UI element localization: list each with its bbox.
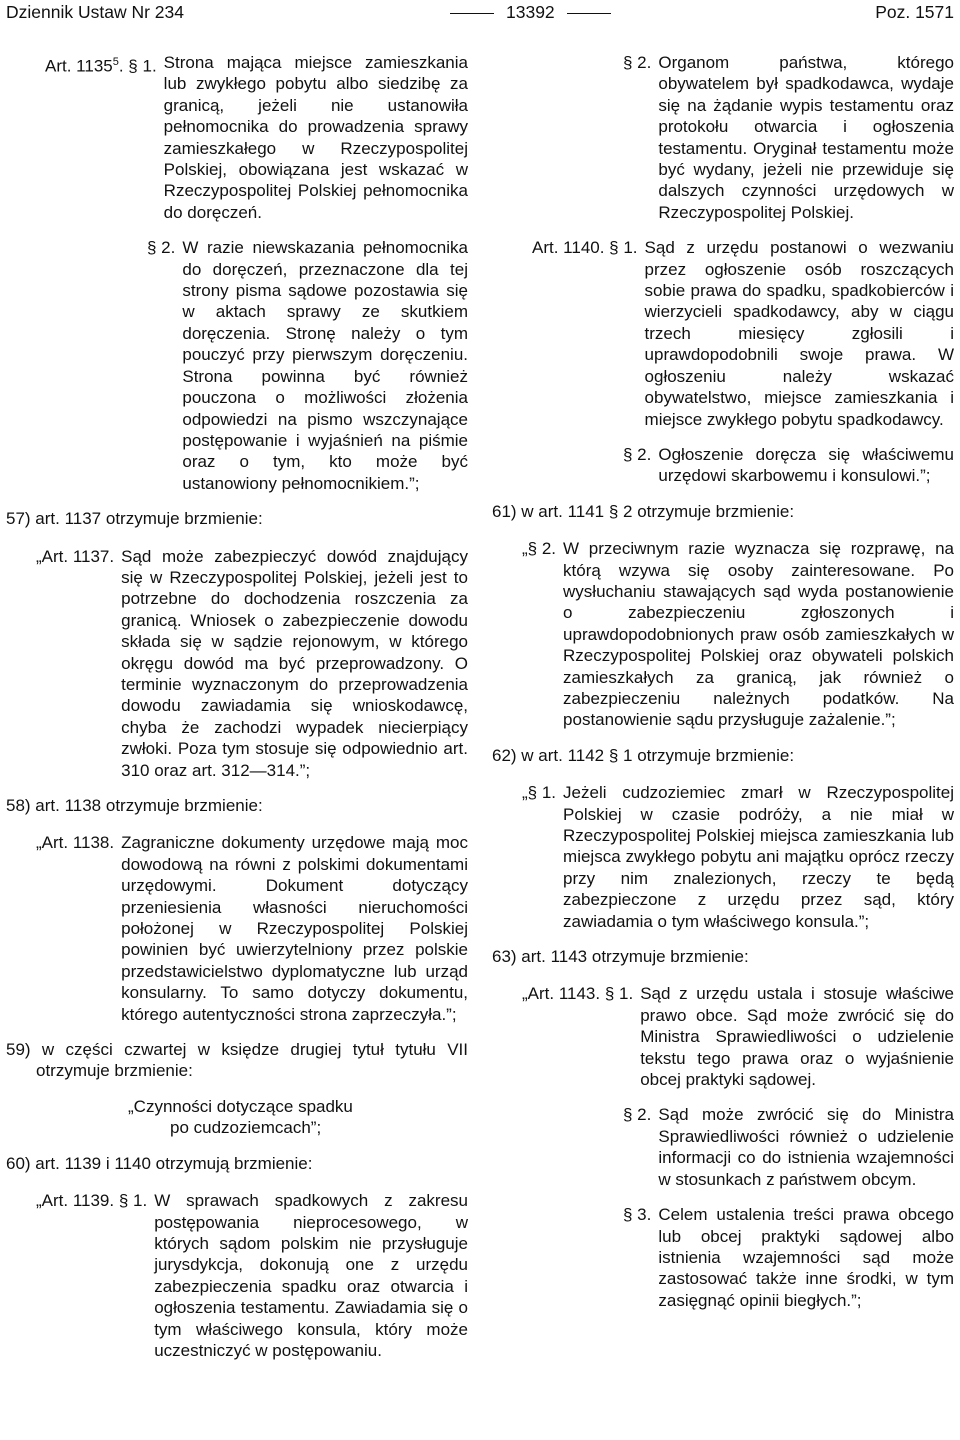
art1143-label: „Art. 1143. § 1. <box>522 984 634 1004</box>
art1135-para2-text: W razie niewskazania pełnomocnika do doręczeń, przeznaczone dla tej strony pisma sądowe pozostawia się w aktach sprawy ze skutkiem doręczenia. Stronę należy o tym pouczyć przy pierwszym doręczeniu. Strona powinna być również pouczona o możliwości złożenia odpowiedzi na pismo wszczynające postępowanie i wyjaśnień na piśmie oraz o tym, kto może być ustanowiony pełnomocnikiem.”; <box>182 238 468 493</box>
art1143-para2-text: Sąd może zwrócić się do Ministra Sprawiedliwości również o udzielenie informacji co do istnienia wzajemności w stosunkach z państwem obcym. <box>658 1105 954 1189</box>
art1140-para2-label: § 2. <box>623 444 652 464</box>
art1140-para1-text: Sąd z urzędu postanowi o wezwaniu przez ogłoszenie osób roszczących sobie prawa do spadku, spadkobierców i wierzycieli spadkodawcy, aby w ciągu trzech miesięcy zgłosili i uprawdopodobnili swoje prawa. W ogłoszeniu należy wskazać obywatelstwo, miejsce zamieszkania i miejsce zwykłego pobytu spadkodawcy. <box>644 238 954 429</box>
amendment-item-58: 58) art. 1138 otrzymuje brzmienie: <box>6 796 263 815</box>
art1141 <box>492 538 954 731</box>
amendment-item-59-text: 59) w części czwartej w księdze drugiej tytuł tytułu VII otrzymuje brzmienie: <box>6 1040 468 1081</box>
art1138-label: „Art. 1138. <box>36 833 115 853</box>
art1139-para1 <box>6 1190 468 1361</box>
amendment-item-60: 60) art. 1139 i 1140 otrzymują brzmienie: <box>6 1153 313 1173</box>
art1143-para3-label: § 3. <box>623 1205 652 1225</box>
art1139-label: „Art. 1139. § 1. <box>36 1191 148 1211</box>
art1143-para1-text: Sąd z urzędu ustala i stosuje właściwe prawo obce. Sąd może zwrócić się do Ministra Sprawiedliwości o udzielenie tekstu tego prawa oraz o wyjaśnienie obcej praktyki sądowej. <box>640 984 954 1090</box>
art1140-label: Art. 1140. § 1. <box>532 238 638 258</box>
art1143-para3-text: Celem ustalenia treści prawa obcego lub obcej praktyki sądowej albo istnienia wzajemności sąd może zastosować także inne środki, w tym zasięgnąć opinii biegłych.”; <box>658 1205 954 1310</box>
art1135-para2 <box>6 237 468 494</box>
left-column <box>6 52 468 1375</box>
amendment-item-61: 61) w art. 1141 § 2 otrzymuje brzmienie: <box>492 501 795 521</box>
position-number: Poz. 1571 <box>875 2 954 22</box>
art1137 <box>6 546 468 781</box>
amendment-item-62: 62) w art. 1142 § 1 otrzymuje brzmienie: <box>492 745 795 765</box>
amendment-item-59 <box>6 1039 468 1082</box>
art1140-para2-text: Ogłoszenie doręcza się właściwemu urzędowi skarbowemu i konsulowi.”; <box>658 444 954 486</box>
dash-left <box>450 13 494 14</box>
art1141-label: „§ 2. <box>522 539 557 559</box>
page-number <box>438 0 623 24</box>
amendment-item-57: 57) art. 1137 otrzymuje brzmienie: <box>6 509 263 529</box>
amendment-item-63: 63) art. 1143 otrzymuje brzmienie: <box>492 947 749 967</box>
art1138 <box>6 832 468 1025</box>
art1139-para2-text: Organom państwa, którego obywatelem był spadkodawca, wydaje się na żądanie wypis testamentu oraz protokołu otwarcia i ogłoszenia testamentu. Oryginał testamentu może być wydany, jeżeli nie przewiduje się dalszych czynności urzędowych w Rzeczypospolitej Polskiej. <box>658 53 954 222</box>
art1138-text: Zagraniczne dokumenty urzędowe mają moc dowodową na równi z polskimi dokumentami urzędowymi. Dokument dotyczący przeniesienia własności nieruchomości położonej w Rzeczypospolitej Polskiej powinien być uwierzytelniony przez polskie przedstawicielstwo dyplomatyczne lub urząd konsularny. To samo dotyczy dokumentu, którego autentyczności strona zaprzeczyła.”; <box>121 833 468 1024</box>
art1140-para2 <box>492 444 954 487</box>
art1135-para2-label: § 2. <box>147 238 176 258</box>
art1143-para2 <box>492 1104 954 1190</box>
art1139-para2 <box>492 52 954 223</box>
art1142-text: Jeżeli cudzoziemiec zmarł w Rzeczypospolitej Polskiej w czasie podróży, a nie miał w Rzeczypospolitej Polskiej miejsca zamieszkania lub miejsca zwykłego pobytu ani majątku oprócz rzeczy przy nim znalezionych, rzeczy te będą zabezpieczone z urzędu przez sąd, który zawiadamia o tym właściwego konsula.”; <box>563 783 954 931</box>
title-line-2: po cudzoziemcach”; <box>170 1118 322 1138</box>
art1135-label: Art. 1135$^5$. § 1. <box>45 56 157 76</box>
art1143-para3 <box>492 1204 954 1311</box>
art1137-text: Sąd może zabezpieczyć dowód znajdujący się w Rzeczypospolitej Polskiej, jeżeli jest to potrzebne do dochodzenia roszczenia za granicą. Wniosek o zabezpieczenie dowodu składa się w sądzie rejonowym, w którego okręgu dowód ma być przeprowadzony. O terminie wyznaczonym do przeprowadzenia dowodu zawiadamia się wnioskodawcę, chyba że zachodzi wypadek niecierpiący zwłoki. Poza tym stosuje się odpowiednio art. 310 oraz art. 312—314.”; <box>121 546 468 780</box>
art1139-para2-label: § 2. <box>623 53 652 72</box>
art1140-para1 <box>492 237 954 430</box>
art1137-label: „Art. 1137. <box>36 546 115 566</box>
art1135-para1-text: Strona mająca miejsce zamieszkania lub zwykłego pobytu albo siedzibę za granicą, jeżeli nie ustanowiła pełnomocnika do prowadzenia sprawy zamieszkałego w Rzeczypospolitej Polskiej, obowiązana jest wskazać w Rzeczypospolitej Polskiej pełnomocnika do doręczeń. <box>163 53 468 222</box>
dash-right <box>567 13 611 14</box>
art1142-label: „§ 1. <box>522 783 557 803</box>
art1143-para1 <box>492 983 954 1090</box>
journal-title: Dziennik Ustaw Nr 234 <box>6 2 184 22</box>
art1139-para1-text: W sprawach spadkowych z zakresu postępowania nieprocesowego, w których sądom polskim nie przysługuje jurysdykcja, dokonują one z urzędu zabezpieczenia spadku oraz otwarcia i ogłoszenia testamentu. Zawiadamia się o tym właściwego konsula, który może uczestniczyć w postępowaniu. <box>154 1191 468 1360</box>
art1141-text: W przeciwnym razie wyznacza się rozprawę, na którą wzywa się osoby zainteresowane. Po wysłuchaniu stawających sąd wyda postanowienie o zabezpieczeniu zgłoszonych i uprawdopodobnionych praw osób zamieszkałych w Rzeczypospolitej Polskiej oraz obywateli polskich zamieszkałych za granicą, jak również o zabezpieczeniu należnych podatków. Na postanowienie sądu przysługuje zażalenie.”; <box>563 539 954 730</box>
art1142 <box>492 782 954 932</box>
title-line-1: „Czynności dotyczące spadku <box>128 1096 353 1116</box>
art1135-para1 <box>6 52 468 223</box>
art1143-para2-label: § 2. <box>623 1105 652 1125</box>
title-block <box>6 1096 468 1139</box>
right-column <box>492 52 954 1311</box>
page-header <box>6 0 954 30</box>
page-number-text: 13392 <box>506 2 555 22</box>
